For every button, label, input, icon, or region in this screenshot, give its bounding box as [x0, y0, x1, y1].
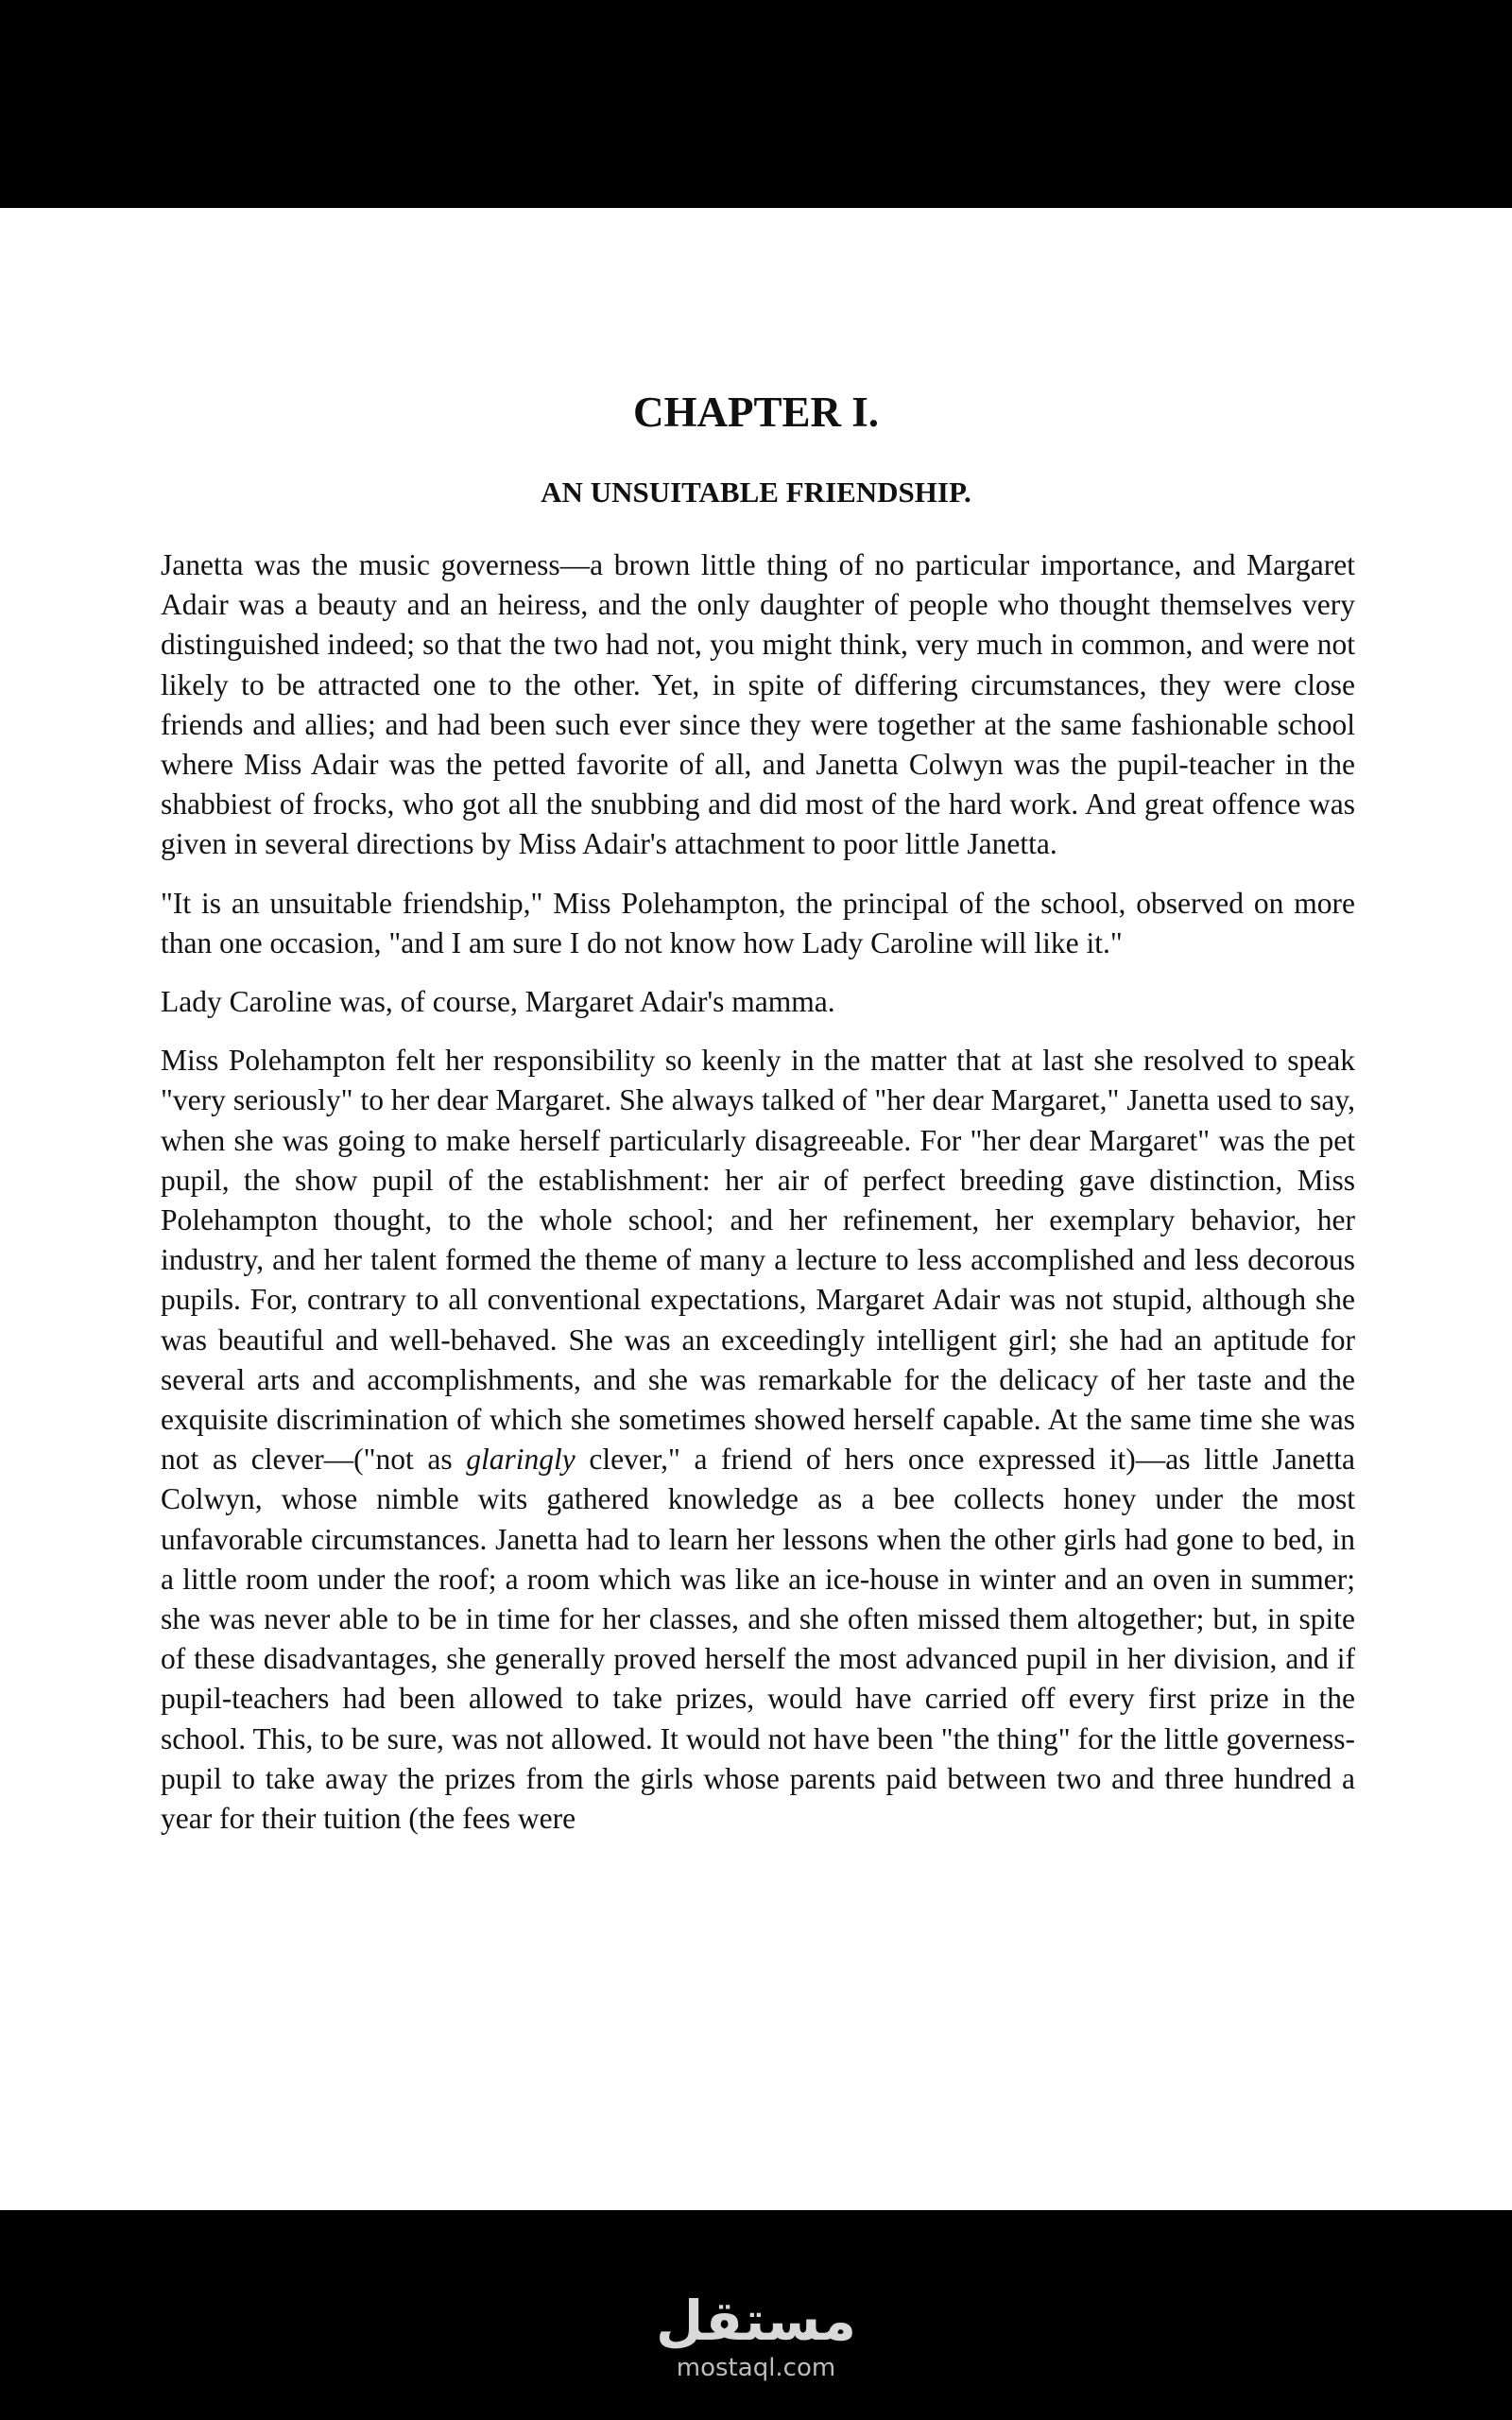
mostaql-logo: مستقل	[655, 2289, 857, 2353]
paragraph-1: Janetta was the music governess—a brown little thing of no particular importance, and Margaret Adair was a beauty and an heiress, and the only daughter of people who thought themselves very distinguished indeed; so that the two had not, you might think, very much in common, and were not likely to be attracted one to the other. Yet, in spite of differing circumstances, they were close friends and allies; and had been such ever since they were together at the same fashionable school where Miss Adair was the petted favorite of all, and Janetta Colwyn was the pupil-teacher in the shabbiest of frocks, who got all the snubbing and did most of the hard work. And great offence was given in several directions by Miss Adair's attachment to poor little Janetta.	[161, 548, 1355, 861]
paragraph-2: "It is an unsuitable friendship," Miss Polehampton, the principal of the school, observed on more than one occasion, "and I am sure I do not know how Lady Caroline will like it."	[161, 886, 1355, 959]
chapter-body	[161, 545, 1355, 1858]
book-page	[0, 208, 1512, 2210]
paragraph-4-emphasis: glaringly	[466, 1443, 576, 1477]
paragraph-4-part-1: Miss Polehampton felt her responsibility so keenly in the matter that at last she resolved to speak "very seriously" to her dear Margaret. She always talked of "her dear Margaret," Janetta used to say, when she was going to make herself particularly disagreeable. For "her dear Margaret" was the pet pupil, the show pupil of the establishment: her air of perfect breeding gave distinction, Miss Polehampton thought, to the whole school; and her refinement, her exemplary behavior, her industry, and her talent formed the theme of many a lecture to less accomplished and less decorous pupils. For, contrary to all conventional expectations, Margaret Adair was not stupid, although she was beautiful and well-behaved. She was an exceedingly intelligent girl; she had an aptitude for several arts and accomplishments, and she was remarkable for the delicacy of her taste and the exquisite discrimination of which she sometimes showed herself capable. At the same time she was not as clever—("not as	[161, 1044, 1355, 1477]
chapter-title: CHAPTER I.	[632, 389, 880, 436]
mostaql-watermark	[0, 2288, 1512, 2382]
paragraph-4-part-2: clever," a friend of hers once expressed it)—as little Janetta Colwyn, whose nimble wits gathered knowledge as a bee collects honey under the most unfavorable circumstances. Janetta had to learn her lessons when the other girls had gone to bed, in a little room under the roof; a room which was like an ice-house in winter and an oven in summer; she was never able to be in time for her classes, and she often missed them altogether; but, in spite of these disadvantages, she generally proved herself the most advanced pupil in her division, and if pupil-teachers had been allowed to take prizes, would have carried off every first prize in the school. This, to be sure, was not allowed. It would not have been "the thing" for the little governess-pupil to take away the prizes from the girls whose parents paid between two and three hundred a year for their tuition (the fees were	[161, 1443, 1355, 1836]
paragraph-4	[161, 1041, 1355, 1839]
paragraph-3: Lady Caroline was, of course, Margaret Adair's mamma.	[161, 985, 835, 1019]
top-black-bar	[0, 0, 1512, 208]
chapter-subtitle: AN UNSUITABLE FRIENDSHIP.	[541, 475, 971, 509]
mostaql-url: mostaql.com	[676, 2354, 836, 2382]
